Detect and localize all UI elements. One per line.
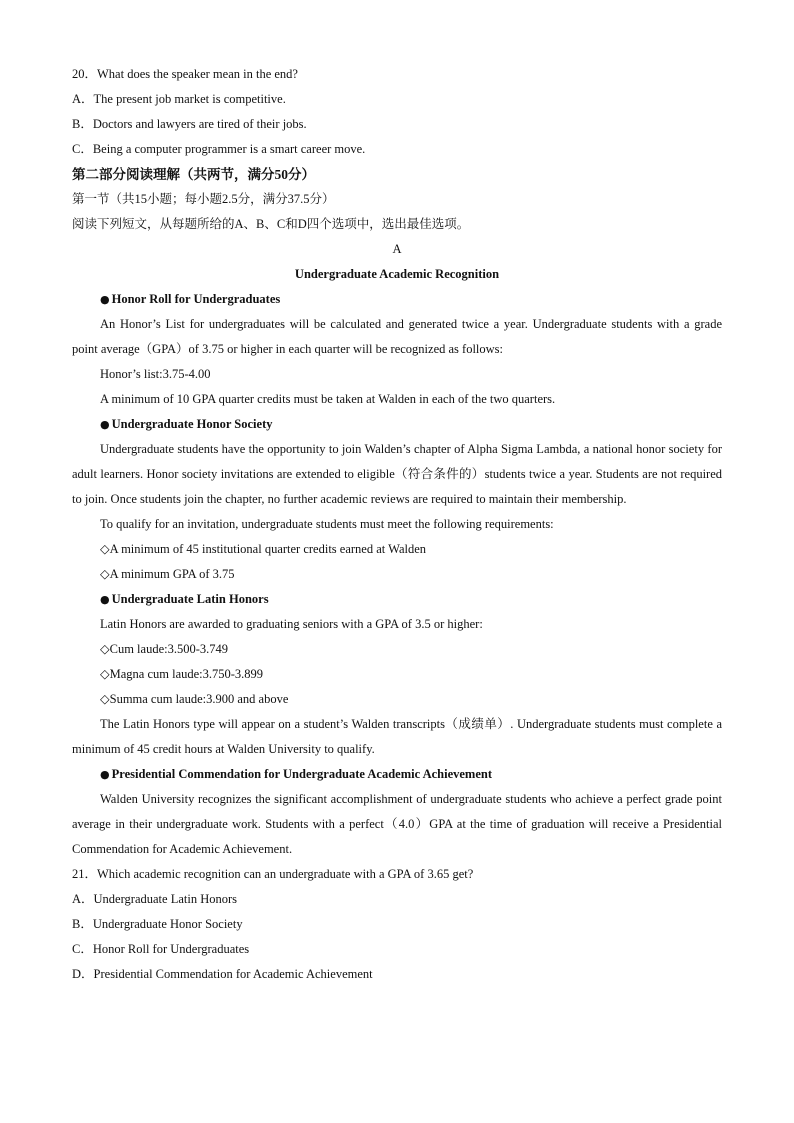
instruction: 阅读下列短文，从每题所给的A、B、C和D四个选项中，选出最佳选项。 xyxy=(72,217,470,231)
q20-option-a: A．The present job market is competitive. xyxy=(72,92,286,106)
honor-roll-heading xyxy=(72,287,722,312)
honor-society-req-2: ◇A minimum GPA of 3.75 xyxy=(100,567,235,581)
heading-text: Undergraduate Honor Society xyxy=(111,417,273,431)
heading-text: Honor Roll for Undergraduates xyxy=(111,292,281,306)
latin-honors-paragraph: The Latin Honors type will appear on a student’s Walden transcripts（成绩单）. Undergraduate students must complete a minimum of 45 credit hours at Walden University to qualify. xyxy=(72,717,722,756)
passage-title: Undergraduate Academic Recognition xyxy=(294,267,500,281)
q21-option-d: D．Presidential Commendation for Academic Achievement xyxy=(72,967,373,981)
bullet-icon: ● xyxy=(100,418,110,431)
honor-roll-requirement: A minimum of 10 GPA quarter credits must be taken at Walden in each of the two quarters. xyxy=(100,392,556,406)
q21-option-b: B．Undergraduate Honor Society xyxy=(72,917,243,931)
latin-honors-intro: Latin Honors are awarded to graduating seniors with a GPA of 3.5 or higher: xyxy=(100,617,483,631)
document-page xyxy=(72,62,722,987)
honor-roll-paragraph: An Honor’s List for undergraduates will be calculated and generated twice a year. Undergraduate students with a grade point average（GPA）of 3.75 or higher in each quarter will be recognized as follows: xyxy=(72,317,722,356)
subsection-title: 第一节（共15小题；每小题2.5分，满分37.5分） xyxy=(72,192,335,206)
latin-honors-item-3: ◇Summa cum laude:3.900 and above xyxy=(100,692,289,706)
q20-option-b: B．Doctors and lawyers are tired of their jobs. xyxy=(72,117,307,131)
honor-society-req-1: ◇A minimum of 45 institutional quarter credits earned at Walden xyxy=(100,542,427,556)
bullet-icon: ● xyxy=(100,293,110,306)
latin-honors-item-1: ◇Cum laude:3.500-3.749 xyxy=(100,642,229,656)
q20-option-c: C．Being a computer programmer is a smart career move. xyxy=(72,142,366,156)
honor-society-paragraph: Undergraduate students have the opportunity to join Walden’s chapter of Alpha Sigma Lambda, a national honor society for adult learners. Honor society invitations are extended to eligible（符合条件的）students twice a year. Students are not required to join. Once students join the chapter, no further academic reviews are required to maintain their membership. xyxy=(72,442,722,506)
bullet-icon: ● xyxy=(100,768,110,781)
part-title: 第二部分阅读理解（共两节，满分50分） xyxy=(72,167,315,182)
q21-option-a: A．Undergraduate Latin Honors xyxy=(72,892,238,906)
passage-letter: A xyxy=(392,242,402,256)
presidential-heading xyxy=(72,762,722,787)
heading-text: Undergraduate Latin Honors xyxy=(111,592,269,606)
honor-list-line: Honor’s list:3.75-4.00 xyxy=(100,367,211,381)
latin-honors-heading xyxy=(72,587,722,612)
honor-society-heading xyxy=(72,412,722,437)
heading-text: Presidential Commendation for Undergraduate Academic Achievement xyxy=(111,767,493,781)
q21-question: 21．Which academic recognition can an undergraduate with a GPA of 3.65 get? xyxy=(72,867,474,881)
q20-question: 20．What does the speaker mean in the end? xyxy=(72,67,298,81)
latin-honors-item-2: ◇Magna cum laude:3.750-3.899 xyxy=(100,667,264,681)
q21-option-c: C．Honor Roll for Undergraduates xyxy=(72,942,250,956)
bullet-icon: ● xyxy=(100,593,110,606)
honor-society-qualify: To qualify for an invitation, undergraduate students must meet the following requirements: xyxy=(100,517,554,531)
presidential-paragraph: Walden University recognizes the significant accomplishment of undergraduate students who achieve a perfect grade point average in their undergraduate work. Students with a perfect（4.0）GPA at the time of graduation will receive a Presidential Commendation for Academic Achievement. xyxy=(72,792,722,856)
